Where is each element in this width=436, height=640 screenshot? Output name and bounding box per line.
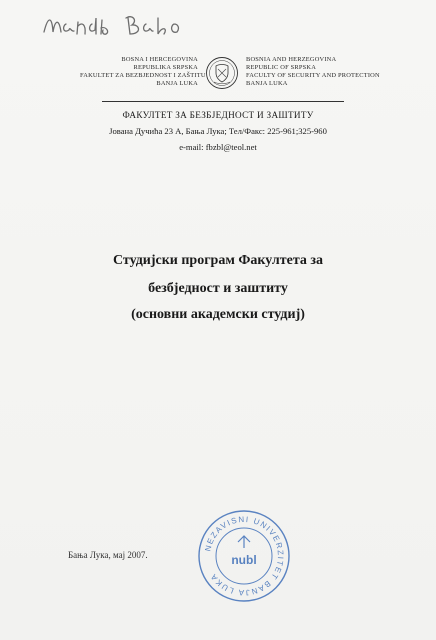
header-divider — [102, 101, 344, 102]
header-right-line: FACULTY OF SECURITY AND PROTECTION — [246, 72, 380, 79]
document-title-line: Студијски програм Факултета за — [112, 253, 324, 268]
header-bosnian-block — [80, 56, 206, 88]
header-left-line: REPUBLIKA SRPSKA — [133, 64, 198, 71]
header-right-line: BOSNIA AND HERZEGOVINA — [246, 56, 337, 63]
faculty-name: ФАКУЛТЕТ ЗА БЕЗБЈЕДНОСТ И ЗАШТИТУ — [122, 110, 314, 120]
faculty-email: e-mail: fbzbl@teol.net — [179, 142, 257, 152]
svg-text:NEZAVISNI UNIVERZITET BANJA LU: NEZAVISNI UNIVERZITET BANJA LUKA — [203, 514, 286, 598]
header-left-line: FAKULTET ZA BEZBJEDNOST I ZAŠTITU — [80, 72, 206, 79]
header-right-line: BANJA LUKA — [246, 80, 288, 87]
header-left-line: BOSNA I HERCEGOVINA — [121, 56, 198, 63]
document-subtitle: (основни академски студиј) — [131, 307, 305, 322]
header-right-line: REPUBLIC OF SRPSKA — [246, 64, 317, 71]
header-english-block — [246, 56, 386, 88]
header-left-line: BANJA LUKA — [156, 80, 198, 87]
svg-text:nubl: nubl — [231, 553, 257, 567]
document-title-line: безбједност и заштиту — [148, 281, 288, 296]
faculty-address: Јована Дучића 23 А, Бања Лука; Тел/Факс: 225-961;325-960 — [109, 126, 327, 136]
place-and-date: Бања Лука, мај 2007. — [68, 550, 148, 560]
university-stamp — [196, 508, 292, 604]
university-crest-icon — [205, 56, 239, 90]
handwritten-signature — [40, 10, 190, 44]
